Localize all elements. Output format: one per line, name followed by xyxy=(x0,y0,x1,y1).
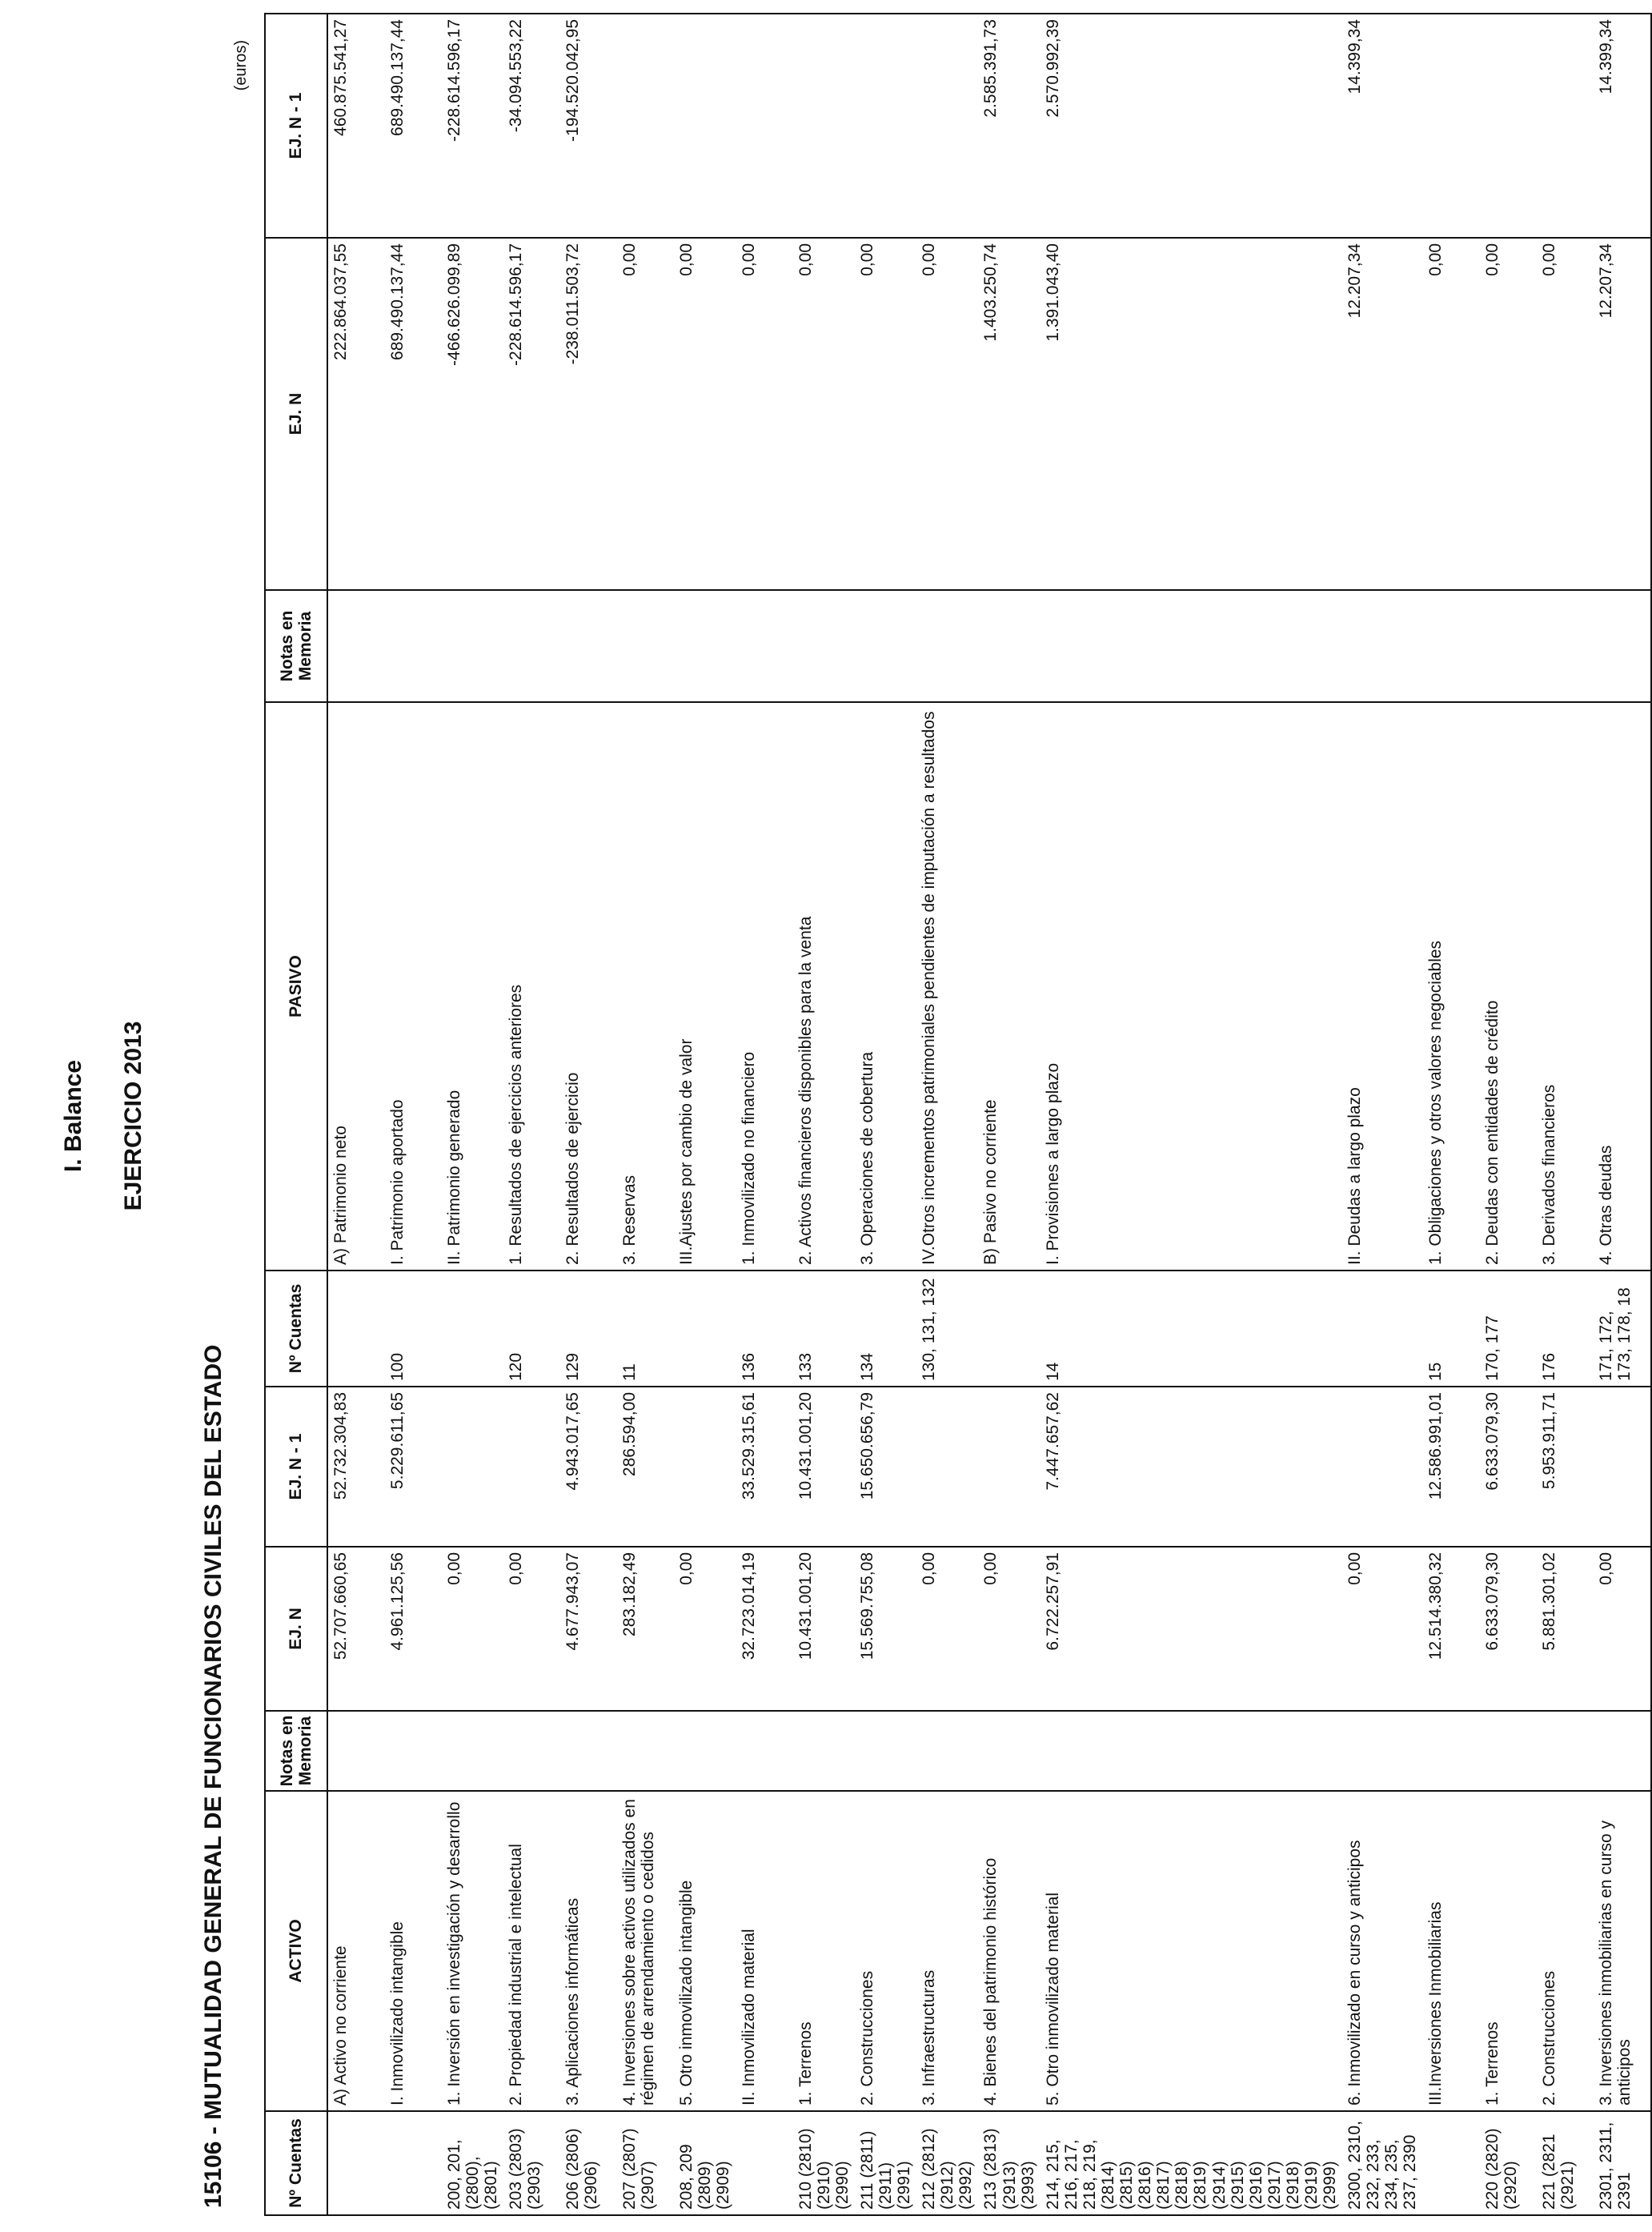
cell-activo-ejn: 5.881.301,02 xyxy=(1537,1547,1594,1711)
cell-pasivo-ejn1: 14.399,34 xyxy=(1594,14,1651,238)
cell-pasivo-notas xyxy=(1480,590,1537,702)
table-row xyxy=(978,14,1040,2215)
cell-activo-ejn1: 12.586.991,01 xyxy=(1423,1387,1480,1547)
cell-pasivo-cuentas: 136 xyxy=(736,1271,793,1387)
cell-pasivo-notas xyxy=(1537,590,1594,702)
cell-activo-label: 3. Aplicaciones informáticas xyxy=(560,1791,617,2111)
cell-pasivo-label: IV.Otros incrementos patrimoniales pendientes de imputación a resultados xyxy=(916,702,978,1271)
cell-activo-notas xyxy=(1594,1711,1651,1791)
cell-pasivo-ejn1 xyxy=(674,14,736,238)
cell-activo-ejn1 xyxy=(916,1387,978,1547)
col-pasivo-ejn: EJ. N xyxy=(265,238,327,590)
cell-activo-cuentas: 212 (2812) (2912) (2992) xyxy=(916,2111,978,2215)
cell-activo-cuentas: 2301, 2311, 2391 xyxy=(1594,2111,1651,2215)
cell-activo-ejn: 0,00 xyxy=(1342,1547,1422,1711)
cell-pasivo-ejn: -228.614.596,17 xyxy=(503,238,560,590)
table-row xyxy=(674,14,736,2215)
cell-activo-cuentas xyxy=(736,2111,793,2215)
cell-pasivo-cuentas xyxy=(978,1271,1040,1387)
cell-pasivo-ejn1: 689.490.137,44 xyxy=(385,14,442,238)
entity-name: 15106 - MUTUALIDAD GENERAL DE FUNCIONARIOS CIVILES DEL ESTADO xyxy=(200,1344,227,2208)
cell-pasivo-notas xyxy=(560,590,617,702)
cell-pasivo-notas xyxy=(617,590,674,702)
cell-activo-ejn: 6.633.079,30 xyxy=(1480,1547,1537,1711)
cell-activo-label: 4. Inversiones sobre activos utilizados en régimen de arrendamiento o cedidos xyxy=(617,1791,674,2111)
cell-activo-cuentas: 207 (2807) (2907) xyxy=(617,2111,674,2215)
cell-activo-notas xyxy=(442,1711,503,1791)
cell-pasivo-notas xyxy=(1423,590,1480,702)
cell-activo-notas xyxy=(1537,1711,1594,1791)
table-row xyxy=(1423,14,1480,2215)
cell-activo-ejn1: 33.529.315,61 xyxy=(736,1387,793,1547)
cell-activo-label: 3. Inversiones inmobiliarias en curso y anticipos xyxy=(1594,1791,1651,2111)
cell-activo-cuentas: 210 (2810) (2910) (2990) xyxy=(793,2111,855,2215)
col-pasivo-ejn1: EJ. N - 1 xyxy=(265,14,327,238)
cell-activo-label: 1. Terrenos xyxy=(1480,1791,1537,2111)
cell-pasivo-ejn1 xyxy=(916,14,978,238)
cell-pasivo-cuentas xyxy=(1342,1271,1422,1387)
cell-pasivo-cuentas: 170, 177 xyxy=(1480,1271,1537,1387)
cell-pasivo-cuentas: 120 xyxy=(503,1271,560,1387)
table-row xyxy=(385,14,442,2215)
cell-pasivo-ejn: 0,00 xyxy=(674,238,736,590)
col-activo-ejn: EJ. N xyxy=(265,1547,327,1711)
cell-activo-ejn: 32.723.014,19 xyxy=(736,1547,793,1711)
cell-pasivo-label: II. Patrimonio generado xyxy=(442,702,503,1271)
cell-pasivo-ejn: -238.011.503,72 xyxy=(560,238,617,590)
cell-activo-cuentas xyxy=(327,2111,385,2215)
cell-activo-ejn: 4.961.125,56 xyxy=(385,1547,442,1711)
cell-activo-ejn1 xyxy=(1342,1387,1422,1547)
cell-pasivo-label: I. Provisiones a largo plazo xyxy=(1041,702,1343,1271)
cell-pasivo-notas xyxy=(1342,590,1422,702)
cell-pasivo-ejn: 0,00 xyxy=(916,238,978,590)
cell-activo-label: A) Activo no corriente xyxy=(327,1791,385,2111)
table-row xyxy=(736,14,793,2215)
balance-table xyxy=(264,13,1652,2216)
cell-pasivo-cuentas xyxy=(674,1271,736,1387)
cell-pasivo-label: B) Pasivo no corriente xyxy=(978,702,1040,1271)
table-row xyxy=(327,14,385,2215)
cell-pasivo-notas xyxy=(674,590,736,702)
cell-pasivo-ejn: 0,00 xyxy=(736,238,793,590)
cell-pasivo-ejn: 0,00 xyxy=(1480,238,1537,590)
cell-pasivo-cuentas: 14 xyxy=(1041,1271,1343,1387)
cell-activo-notas xyxy=(1423,1711,1480,1791)
cell-activo-ejn1 xyxy=(978,1387,1040,1547)
cell-pasivo-cuentas: 176 xyxy=(1537,1271,1594,1387)
cell-activo-ejn: 12.514.380,32 xyxy=(1423,1547,1480,1711)
cell-activo-ejn1 xyxy=(442,1387,503,1547)
cell-activo-label: 1. Terrenos xyxy=(793,1791,855,2111)
cell-pasivo-notas xyxy=(442,590,503,702)
cell-activo-ejn1: 5.229.611,65 xyxy=(385,1387,442,1547)
cell-pasivo-cuentas xyxy=(327,1271,385,1387)
cell-pasivo-ejn: 1.403.250,74 xyxy=(978,238,1040,590)
cell-pasivo-label: 2. Deudas con entidades de crédito xyxy=(1480,702,1537,1271)
table-row xyxy=(442,14,503,2215)
cell-activo-ejn1: 7.447.657,62 xyxy=(1041,1387,1343,1547)
cell-pasivo-cuentas: 129 xyxy=(560,1271,617,1387)
cell-pasivo-label: 2. Resultados de ejercicio xyxy=(560,702,617,1271)
cell-pasivo-ejn: -466.626.099,89 xyxy=(442,238,503,590)
cell-pasivo-ejn1 xyxy=(1537,14,1594,238)
cell-pasivo-ejn: 0,00 xyxy=(1423,238,1480,590)
cell-activo-label: 5. Otro inmovilizado material xyxy=(1041,1791,1343,2111)
cell-pasivo-notas xyxy=(736,590,793,702)
cell-activo-notas xyxy=(855,1711,916,1791)
cell-activo-ejn1: 15.650.656,79 xyxy=(855,1387,916,1547)
cell-pasivo-cuentas: 133 xyxy=(793,1271,855,1387)
cell-activo-ejn1: 6.633.079,30 xyxy=(1480,1387,1537,1547)
cell-pasivo-label: II. Deudas a largo plazo xyxy=(1342,702,1422,1271)
cell-activo-cuentas xyxy=(1423,2111,1480,2215)
cell-activo-notas xyxy=(385,1711,442,1791)
cell-activo-label: II. Inmovilizado material xyxy=(736,1791,793,2111)
table-row xyxy=(1594,14,1651,2215)
cell-activo-cuentas: 211 (2811) (2911) (2991) xyxy=(855,2111,916,2215)
cell-activo-label: 5. Otro inmovilizado intangible xyxy=(674,1791,736,2111)
cell-pasivo-ejn1 xyxy=(736,14,793,238)
cell-activo-ejn: 0,00 xyxy=(674,1547,736,1711)
report-title: I. Balance xyxy=(60,1059,86,1173)
cell-pasivo-ejn: 1.391.043,40 xyxy=(1041,238,1343,590)
cell-activo-notas xyxy=(736,1711,793,1791)
table-row xyxy=(560,14,617,2215)
cell-pasivo-notas xyxy=(1594,590,1651,702)
cell-pasivo-ejn: 0,00 xyxy=(855,238,916,590)
table-row xyxy=(855,14,916,2215)
cell-pasivo-ejn1 xyxy=(617,14,674,238)
cell-activo-notas xyxy=(674,1711,736,1791)
col-activo-ejn1: EJ. N - 1 xyxy=(265,1387,327,1547)
cell-activo-ejn1: 286.594,00 xyxy=(617,1387,674,1547)
cell-activo-ejn: 0,00 xyxy=(442,1547,503,1711)
cell-activo-label: 3. Infraestructuras xyxy=(916,1791,978,2111)
cell-pasivo-ejn1: 14.399,34 xyxy=(1342,14,1422,238)
cell-pasivo-cuentas: 171, 172, 173, 178, 18 xyxy=(1594,1271,1651,1387)
cell-pasivo-notas xyxy=(916,590,978,702)
cell-activo-notas xyxy=(617,1711,674,1791)
cell-activo-notas xyxy=(1041,1711,1343,1791)
cell-activo-label: 2. Construcciones xyxy=(855,1791,916,2111)
cell-pasivo-label: A) Patrimonio neto xyxy=(327,702,385,1271)
cell-activo-notas xyxy=(1342,1711,1422,1791)
exercise-title: EJERCICIO 2013 xyxy=(120,1021,146,1211)
col-activo-cuentas: Nº Cuentas xyxy=(265,2111,327,2215)
cell-activo-label: 1. Inversión en investigación y desarrollo xyxy=(442,1791,503,2111)
cell-pasivo-ejn: 0,00 xyxy=(793,238,855,590)
cell-pasivo-ejn: 689.490.137,44 xyxy=(385,238,442,590)
table-row xyxy=(503,14,560,2215)
cell-activo-cuentas xyxy=(385,2111,442,2215)
cell-activo-notas xyxy=(978,1711,1040,1791)
cell-activo-cuentas: 213 (2813) (2913) (2993) xyxy=(978,2111,1040,2215)
cell-pasivo-ejn1: 460.875.541,27 xyxy=(327,14,385,238)
cell-pasivo-label: 2. Activos financieros disponibles para la venta xyxy=(793,702,855,1271)
table-row xyxy=(1480,14,1537,2215)
cell-activo-cuentas: 220 (2820) (2920) xyxy=(1480,2111,1537,2215)
cell-pasivo-label: 4. Otras deudas xyxy=(1594,702,1651,1271)
col-pasivo: PASIVO xyxy=(265,702,327,1271)
cell-activo-notas xyxy=(327,1711,385,1791)
cell-activo-ejn: 15.569.755,08 xyxy=(855,1547,916,1711)
cell-activo-ejn1: 4.943.017,65 xyxy=(560,1387,617,1547)
cell-pasivo-label: 1. Resultados de ejercicios anteriores xyxy=(503,702,560,1271)
cell-pasivo-cuentas: 15 xyxy=(1423,1271,1480,1387)
cell-pasivo-ejn1 xyxy=(1423,14,1480,238)
cell-pasivo-notas xyxy=(978,590,1040,702)
table-row xyxy=(617,14,674,2215)
cell-activo-ejn1 xyxy=(503,1387,560,1547)
cell-activo-notas xyxy=(793,1711,855,1791)
cell-pasivo-label: 1. Inmovilizado no financiero xyxy=(736,702,793,1271)
table-row xyxy=(916,14,978,2215)
cell-activo-cuentas: 203 (2803) (2903) xyxy=(503,2111,560,2215)
cell-pasivo-ejn1: -194.520.042,95 xyxy=(560,14,617,238)
cell-pasivo-label: 3. Operaciones de cobertura xyxy=(855,702,916,1271)
cell-activo-ejn1: 5.953.911,71 xyxy=(1537,1387,1594,1547)
cell-pasivo-label: I. Patrimonio aportado xyxy=(385,702,442,1271)
cell-pasivo-notas xyxy=(503,590,560,702)
cell-activo-label: 2. Construcciones xyxy=(1537,1791,1594,2111)
table-row xyxy=(1537,14,1594,2215)
cell-pasivo-notas xyxy=(327,590,385,702)
cell-activo-ejn1 xyxy=(1594,1387,1651,1547)
cell-activo-cuentas: 214, 215, 216, 217, 218, 219, (2814) (2815) (2816) (2817) (2818) (2819) (2914) (2915) (2916) (2917) (2918) (2919) (2999) xyxy=(1041,2111,1343,2215)
cell-pasivo-notas xyxy=(793,590,855,702)
table-row xyxy=(793,14,855,2215)
cell-pasivo-cuentas: 11 xyxy=(617,1271,674,1387)
cell-pasivo-ejn1 xyxy=(1480,14,1537,238)
cell-activo-ejn1: 10.431.001,20 xyxy=(793,1387,855,1547)
cell-activo-notas xyxy=(560,1711,617,1791)
cell-activo-ejn: 6.722.257,91 xyxy=(1041,1547,1343,1711)
cell-pasivo-notas xyxy=(385,590,442,702)
cell-activo-ejn1 xyxy=(674,1387,736,1547)
cell-activo-label: III.Inversiones Inmobiliarias xyxy=(1423,1791,1480,2111)
cell-activo-cuentas: 206 (2806) (2906) xyxy=(560,2111,617,2215)
cell-activo-notas xyxy=(1480,1711,1537,1791)
table-row xyxy=(1041,14,1343,2215)
cell-activo-ejn: 10.431.001,20 xyxy=(793,1547,855,1711)
cell-pasivo-label: III.Ajustes por cambio de valor xyxy=(674,702,736,1271)
cell-pasivo-ejn: 12.207,34 xyxy=(1594,238,1651,590)
cell-activo-notas xyxy=(503,1711,560,1791)
col-pasivo-cuentas: Nº Cuentas xyxy=(265,1271,327,1387)
cell-pasivo-ejn1 xyxy=(793,14,855,238)
cell-pasivo-ejn1: -228.614.596,17 xyxy=(442,14,503,238)
currency-unit: (euros) xyxy=(232,40,250,91)
cell-activo-cuentas: 2300, 2310, 232, 233, 234, 235, 237, 2390 xyxy=(1342,2111,1422,2215)
header-row xyxy=(265,14,327,2215)
col-activo-notas: Notas en Memoria xyxy=(265,1711,327,1791)
cell-pasivo-cuentas: 100 xyxy=(385,1271,442,1387)
cell-pasivo-label: 3. Derivados financieros xyxy=(1537,702,1594,1271)
cell-activo-ejn: 283.182,49 xyxy=(617,1547,674,1711)
cell-pasivo-ejn1: -34.094.553,22 xyxy=(503,14,560,238)
cell-pasivo-ejn: 12.207,34 xyxy=(1342,238,1422,590)
cell-activo-ejn: 52.707.660,65 xyxy=(327,1547,385,1711)
cell-pasivo-ejn1: 2.585.391,73 xyxy=(978,14,1040,238)
cell-pasivo-ejn: 222.864.037,55 xyxy=(327,238,385,590)
cell-activo-cuentas: 200, 201, (2800), (2801) xyxy=(442,2111,503,2215)
cell-pasivo-ejn1: 2.570.992,39 xyxy=(1041,14,1343,238)
cell-pasivo-notas xyxy=(855,590,916,702)
cell-activo-cuentas: 208, 209 (2809) (2909) xyxy=(674,2111,736,2215)
cell-pasivo-ejn1 xyxy=(855,14,916,238)
cell-pasivo-label: 3. Reservas xyxy=(617,702,674,1271)
cell-pasivo-cuentas: 134 xyxy=(855,1271,916,1387)
cell-pasivo-ejn: 0,00 xyxy=(1537,238,1594,590)
col-pasivo-notas: Notas en Memoria xyxy=(265,590,327,702)
cell-activo-cuentas: 221 (2821 (2921) xyxy=(1537,2111,1594,2215)
cell-activo-ejn: 0,00 xyxy=(1594,1547,1651,1711)
cell-pasivo-ejn: 0,00 xyxy=(617,238,674,590)
cell-activo-label: I. Inmovilizado intangible xyxy=(385,1791,442,2111)
cell-activo-ejn: 0,00 xyxy=(503,1547,560,1711)
table-row xyxy=(1342,14,1422,2215)
cell-pasivo-cuentas: 130, 131, 132 xyxy=(916,1271,978,1387)
cell-pasivo-label: 1. Obligaciones y otros valores negociables xyxy=(1423,702,1480,1271)
cell-activo-ejn: 4.677.943,07 xyxy=(560,1547,617,1711)
cell-activo-label: 6. Inmovilizado en curso y anticipos xyxy=(1342,1791,1422,2111)
cell-activo-label: 4. Bienes del patrimonio histórico xyxy=(978,1791,1040,2111)
cell-activo-ejn: 0,00 xyxy=(916,1547,978,1711)
cell-activo-ejn1: 52.732.304,83 xyxy=(327,1387,385,1547)
cell-pasivo-notas xyxy=(1041,590,1343,702)
cell-activo-ejn: 0,00 xyxy=(978,1547,1040,1711)
cell-pasivo-cuentas xyxy=(442,1271,503,1387)
col-activo: ACTIVO xyxy=(265,1791,327,2111)
cell-activo-label: 2. Propiedad industrial e intelectual xyxy=(503,1791,560,2111)
cell-activo-notas xyxy=(916,1711,978,1791)
